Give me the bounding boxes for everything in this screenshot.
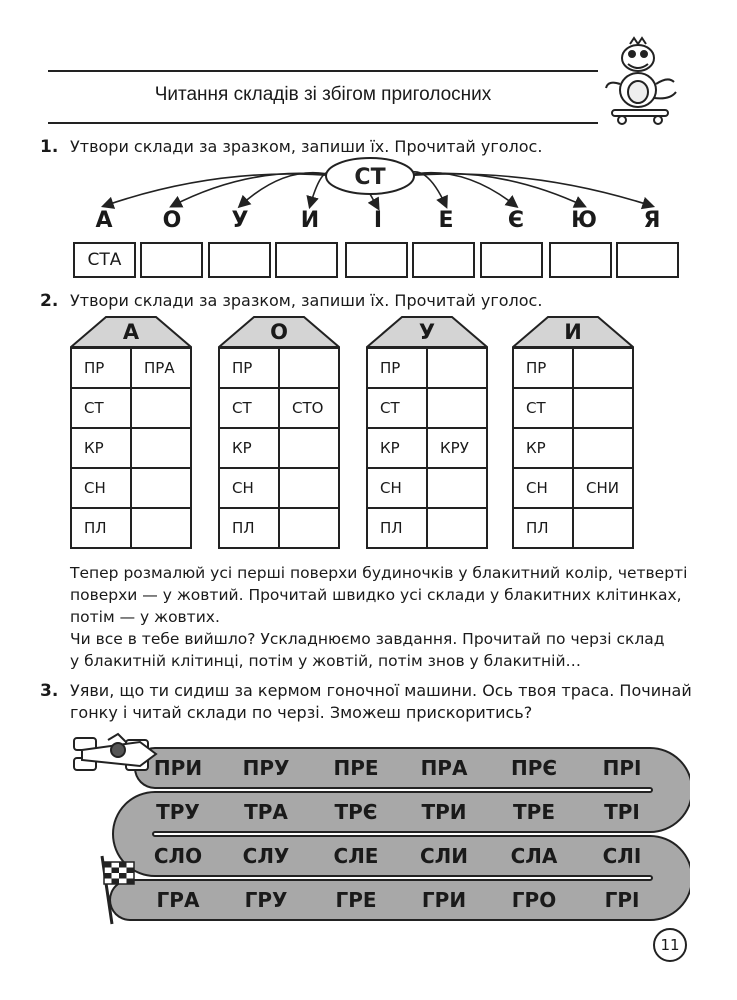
track-syllable: ПРИ: [153, 756, 203, 780]
vowel-letter: І: [373, 208, 383, 233]
paragraph-challenge-line: Чи все в тебе вийшло? Ускладнюємо завдання. Прочитай по черзі склад: [70, 630, 665, 648]
consonant-cell: ПЛ: [220, 509, 280, 549]
syllable-answer-cell[interactable]: [132, 429, 192, 469]
house-grid: [70, 347, 192, 549]
syllable-answer-cell[interactable]: [574, 509, 634, 549]
page-title: Читання складів зі збігом приголосних: [154, 84, 492, 105]
syllable-answer-cell[interactable]: [280, 429, 340, 469]
dino-skateboard-icon: [598, 36, 682, 126]
house-grid: [218, 347, 340, 549]
paragraph-coloring: [70, 562, 700, 628]
track-syllable: ТРЕ: [513, 800, 555, 824]
syllable-answer-cell[interactable]: [280, 469, 340, 509]
fan-arrow: [404, 174, 652, 206]
consonant-cell: ПЛ: [514, 509, 574, 549]
house-floor: [220, 429, 340, 469]
paragraph-coloring-line: Тепер розмалюй усі перші поверхи будиночків у блакитний колір, четверті: [70, 564, 688, 582]
answer-cell[interactable]: [208, 242, 271, 278]
track-syllable: ПРІ: [602, 756, 642, 780]
syllable-answer-cell[interactable]: КРУ: [428, 429, 488, 469]
answer-cell[interactable]: [480, 242, 543, 278]
consonant-cell: КР: [514, 429, 574, 469]
syllable-answer-cell[interactable]: [428, 389, 488, 429]
consonant-cell: СТ: [514, 389, 574, 429]
task-1-number: 1.: [40, 137, 59, 157]
consonant-cell: СТ: [72, 389, 132, 429]
house-floor: [368, 469, 488, 509]
track-syllable: ТРЄ: [334, 800, 378, 824]
track-syllable: ПРЕ: [333, 756, 379, 780]
track-syllable: СЛЕ: [333, 844, 379, 868]
consonant-cell: СН: [514, 469, 574, 509]
track-syllable: СЛА: [510, 844, 558, 868]
vowel-letter: Е: [438, 208, 454, 233]
syllable-answer-cell[interactable]: СНИ: [574, 469, 634, 509]
consonant-cell: ПР: [220, 349, 280, 389]
track-syllable: СЛО: [153, 844, 203, 868]
vowel-letter: О: [162, 208, 182, 233]
answer-cell[interactable]: [275, 242, 338, 278]
paragraph-challenge: [70, 628, 700, 672]
house-floor: [220, 389, 340, 429]
track-syllable: ТРИ: [421, 800, 467, 824]
syllable-answer-cell[interactable]: [574, 429, 634, 469]
track-syllable: ГРІ: [604, 888, 640, 912]
house-floor: [368, 429, 488, 469]
syllable-answer-cell[interactable]: [574, 389, 634, 429]
vowel-letter: А: [95, 208, 113, 233]
vowel-letter: Ю: [571, 208, 597, 233]
syllable-answer-cell[interactable]: ПРА: [132, 349, 192, 389]
task-3-number: 3.: [40, 681, 59, 701]
syllable-answer-cell[interactable]: [280, 349, 340, 389]
vowel-letter: И: [300, 208, 320, 233]
fan-arrow: [104, 174, 336, 206]
consonant-cell: СН: [72, 469, 132, 509]
consonant-cell: ПЛ: [368, 509, 428, 549]
header-rule-top: [48, 70, 598, 72]
track-syllable: ТРУ: [156, 800, 200, 824]
house-grid: [366, 347, 488, 549]
house-floor: [514, 469, 634, 509]
answer-cell[interactable]: [616, 242, 679, 278]
consonant-cell: КР: [368, 429, 428, 469]
track-syllable: ПРУ: [242, 756, 290, 780]
answer-cell[interactable]: [549, 242, 612, 278]
track-syllable: ПРА: [420, 756, 468, 780]
house-floor: [514, 349, 634, 389]
house-floor: [72, 509, 192, 549]
track-syllable: ГРУ: [244, 888, 288, 912]
house-floor: [368, 389, 488, 429]
house-floor: [72, 429, 192, 469]
track-syllable: ГРИ: [421, 888, 467, 912]
house-roof-letter: У: [418, 320, 436, 344]
house-floor: [514, 389, 634, 429]
track-syllable: ГРА: [156, 888, 200, 912]
house-grid: [512, 347, 634, 549]
consonant-cell: ПР: [514, 349, 574, 389]
track-syllable: ТРІ: [604, 800, 640, 824]
page-number: 11: [653, 928, 687, 962]
syllable-answer-cell[interactable]: [428, 509, 488, 549]
answer-cell[interactable]: [140, 242, 203, 278]
house-floor: [220, 509, 340, 549]
house-floor: [514, 509, 634, 549]
fan-center-label: СТ: [354, 165, 386, 190]
syllable-answer-cell[interactable]: [280, 509, 340, 549]
syllable-answer-cell[interactable]: [132, 509, 192, 549]
track-syllable: ГРО: [511, 888, 557, 912]
paragraph-challenge-line: у блакитній клітинці, потім у жовтій, потім знов у блакитній…: [70, 652, 582, 670]
house-floor: [514, 429, 634, 469]
task-2-number: 2.: [40, 291, 59, 311]
consonant-cell: КР: [220, 429, 280, 469]
track-syllable: СЛУ: [242, 844, 290, 868]
paragraph-coloring-line: потім — у жовтих.: [70, 608, 220, 626]
consonant-cell: КР: [72, 429, 132, 469]
house-roof-letter: О: [270, 320, 288, 344]
consonant-cell: ПР: [72, 349, 132, 389]
task-1-text: Утвори склади за зразком, запиши їх. Прочитай уголос.: [70, 137, 543, 156]
house-floor: [72, 389, 192, 429]
consonant-cell: СН: [220, 469, 280, 509]
house-floor: [72, 469, 192, 509]
track-syllable: ГРЕ: [335, 888, 377, 912]
fan-arrow: [404, 173, 584, 206]
consonant-cell: ПР: [368, 349, 428, 389]
answer-cell[interactable]: [345, 242, 408, 278]
track-syllable: СЛІ: [602, 844, 642, 868]
syllable-answer-cell[interactable]: [574, 349, 634, 389]
track-syllable: ПРЄ: [510, 756, 558, 780]
house-floor: [220, 469, 340, 509]
house-floor: [220, 349, 340, 389]
vowel-letter: Є: [507, 208, 525, 233]
task-3-text-line: гонку і читай склади по черзі. Зможеш прискоритись?: [70, 703, 533, 722]
consonant-cell: СН: [368, 469, 428, 509]
consonant-cell: ПЛ: [72, 509, 132, 549]
house-floor: [72, 349, 192, 389]
vowel-letter: У: [231, 208, 249, 233]
house-roof-letter: И: [564, 320, 582, 344]
consonant-cell: СТ: [368, 389, 428, 429]
syllable-answer-cell[interactable]: СТО: [280, 389, 340, 429]
task-3-text-line: Уяви, що ти сидиш за кермом гоночної машини. Ось твоя траса. Починай: [70, 681, 692, 700]
syllable-answer-cell[interactable]: [428, 349, 488, 389]
consonant-cell: СТ: [220, 389, 280, 429]
task-2-text: Утвори склади за зразком, запиши їх. Прочитай уголос.: [70, 291, 543, 310]
answer-cell[interactable]: [412, 242, 475, 278]
paragraph-coloring-line: поверхи — у жовтий. Прочитай швидко усі склади у блакитних клітинках,: [70, 586, 682, 604]
house-floor: [368, 509, 488, 549]
track-syllable: СЛИ: [419, 844, 469, 868]
syllable-answer-cell[interactable]: [132, 389, 192, 429]
header-rule-bottom: [48, 122, 598, 124]
house-roof-letter: А: [122, 320, 140, 344]
syllable-answer-cell[interactable]: [132, 469, 192, 509]
fan-arrow: [370, 194, 378, 208]
house-floor: [368, 349, 488, 389]
track-syllable: ТРА: [244, 800, 288, 824]
vowel-letter: Я: [643, 208, 661, 233]
answer-cell[interactable]: СТА: [73, 242, 136, 278]
syllable-answer-cell[interactable]: [428, 469, 488, 509]
